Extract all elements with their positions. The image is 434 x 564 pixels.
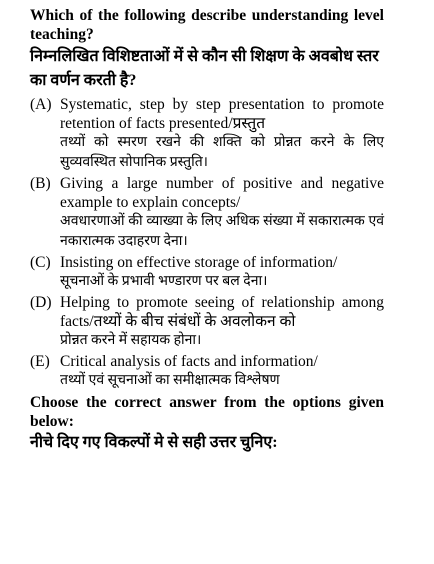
option-body	[60, 95, 384, 173]
option-text-hindi: सूचनाओं के प्रभावी भण्डारण पर बल देना।	[60, 274, 268, 289]
option-text-english: Systematic, step by step presentation to promote retention of facts presented/प्रस्तुत	[60, 96, 384, 132]
option-text-hindi: तथ्यों को स्मरण रखने की शक्ति को प्रोन्नत करने के लिए सुव्यवस्थित सोपानिक प्रस्तुति।	[60, 135, 384, 170]
options-list	[30, 95, 384, 391]
option-text-hindi: प्रोन्नत करने में सहायक होना।	[60, 333, 202, 348]
option-text-english: Giving a large number of positive and negative example to explain concepts/	[60, 175, 384, 211]
option-body	[60, 352, 384, 391]
option-text-english: Insisting on effective storage of information/	[60, 254, 338, 271]
option-b	[30, 174, 384, 252]
option-text-english: Critical analysis of facts and information/	[60, 353, 318, 370]
option-text-english: Helping to promote seeing of relationship among facts/तथ्यों के बीच संबंधों के अवलोकन को	[60, 294, 384, 330]
option-label: (B)	[30, 175, 51, 192]
option-text-hindi: अवधारणाओं की व्याख्या के लिए अधिक संख्या में सकारात्मक एवं नकारात्मक उदाहरण देना।	[60, 214, 384, 249]
option-c	[30, 253, 384, 292]
question-text-hindi: निम्नलिखित विशिष्टताओं में से कौन सी शिक्षण के अवबोध स्तर का वर्णन करती है?	[30, 48, 379, 89]
option-label: (E)	[30, 353, 50, 370]
instruction-text-hindi: नीचे दिए गए विकल्पों मे से सही उत्तर चुनिए:	[30, 434, 278, 451]
option-label: (D)	[30, 294, 52, 311]
option-label: (C)	[30, 254, 51, 271]
option-d	[30, 293, 384, 351]
option-a	[30, 95, 384, 173]
instruction-text-english: Choose the correct answer from the options given below:	[30, 394, 384, 430]
option-body	[60, 174, 384, 252]
option-e	[30, 352, 384, 391]
option-label: (A)	[30, 96, 52, 113]
question-text-english: Which of the following describe understanding level teaching?	[30, 7, 384, 43]
option-text-hindi: तथ्यों एवं सूचनाओं का समीक्षात्मक विश्लेषण	[60, 373, 280, 388]
option-body	[60, 253, 384, 292]
option-body	[60, 293, 384, 351]
